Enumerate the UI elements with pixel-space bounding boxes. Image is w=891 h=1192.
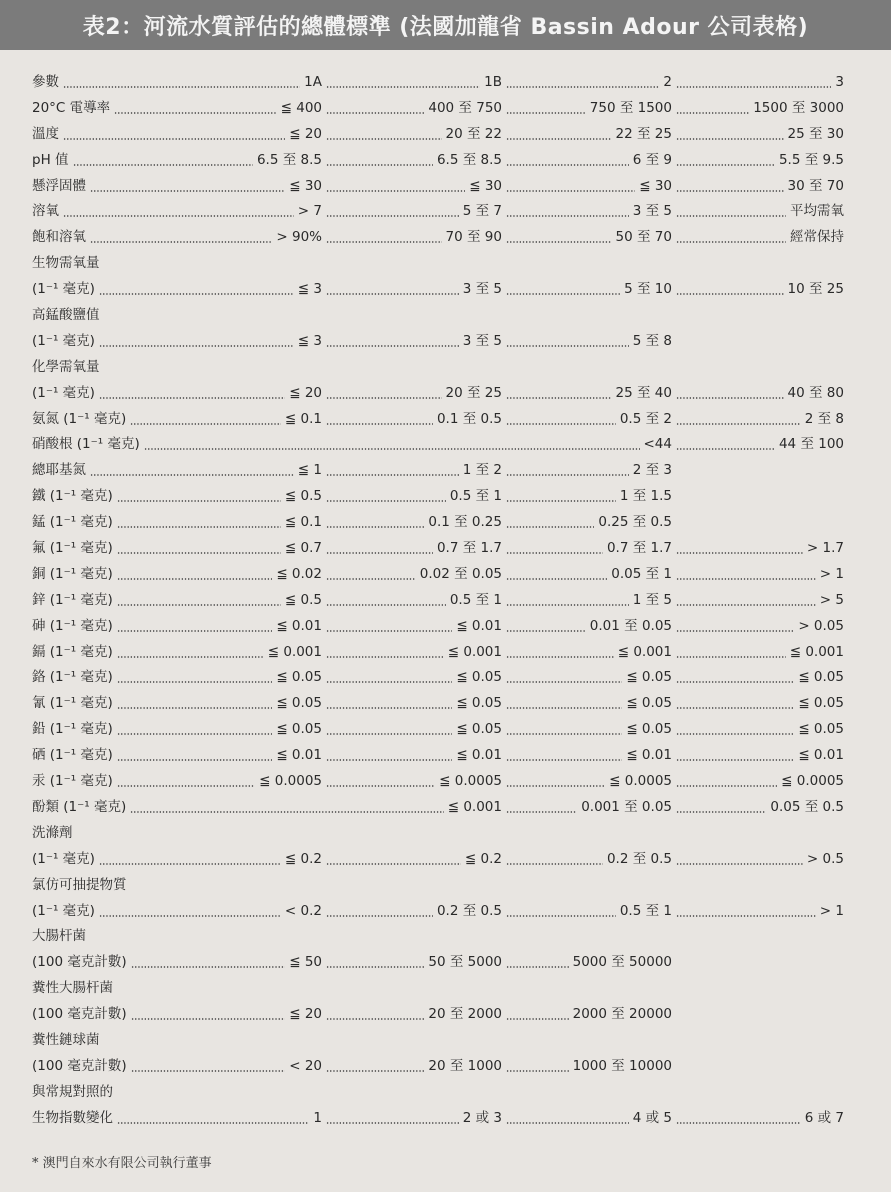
row-label: (1⁻¹ 毫克) [32, 850, 95, 867]
table-row [32, 614, 882, 640]
value-cell-1: ≦ 3 [297, 281, 322, 298]
table-row [32, 769, 882, 795]
value-cell-3: 4 或 5 [632, 1109, 672, 1126]
value-cell-3: 2 [663, 74, 672, 90]
value-cell-2: 2 或 3 [462, 1109, 502, 1126]
value-cell-2: 50 至 5000 [428, 954, 502, 971]
value-cell-3: 22 至 25 [615, 125, 672, 142]
row-label: (1⁻¹ 毫克) [32, 281, 95, 298]
value-cell-4: ≦ 0.05 [798, 695, 844, 712]
table-row [32, 588, 882, 614]
table-row [32, 122, 882, 148]
value-cell-2: 70 至 90 [445, 229, 502, 246]
value-cell-3: 3 至 5 [632, 203, 672, 220]
value-cell-3: 0.2 至 0.5 [606, 850, 672, 867]
table-row [32, 484, 882, 510]
value-cell-4: > 5 [819, 591, 844, 608]
value-cell-2: 0.5 至 1 [449, 591, 502, 608]
table-row [32, 96, 882, 122]
row-label: 糞性大腸杆菌 [32, 980, 113, 997]
table-row [32, 458, 882, 484]
row-label: 氟 (1⁻¹ 毫克) [32, 540, 113, 557]
leader-dots [676, 733, 794, 735]
leader-dots [676, 293, 784, 295]
value-cell-3: ≦ 0.05 [626, 669, 672, 686]
value-cell-1: > 90% [276, 229, 322, 246]
row-label: 氰 (1⁻¹ 毫克) [32, 695, 113, 712]
leader-dots [676, 448, 775, 450]
value-cell-3: 0.25 至 0.5 [598, 514, 672, 531]
table-row [32, 199, 882, 225]
leader-dots [676, 215, 786, 217]
row-label: 大腸杆菌 [32, 928, 86, 945]
value-cell-1: > 7 [297, 203, 322, 220]
table-row [32, 1080, 882, 1106]
table-row [32, 665, 882, 691]
table-row [32, 795, 882, 821]
value-cell-2: 1B [484, 74, 502, 90]
value-cell-3: ≦ 30 [639, 177, 672, 194]
row-label: 砷 (1⁻¹ 毫克) [32, 617, 113, 634]
value-cell-3: 0.05 至 1 [611, 565, 672, 582]
value-cell-1: ≦ 0.5 [284, 591, 322, 608]
value-cell-3: ≦ 0.01 [626, 747, 672, 764]
row-label: 總耶基氮 [32, 462, 86, 479]
leader-dots [506, 345, 629, 347]
row-label: 與常規對照的 [32, 1083, 113, 1100]
value-cell-4: 10 至 25 [787, 281, 844, 298]
value-cell-1: ≦ 0.5 [284, 488, 322, 505]
value-cell-4: 經常保持 [790, 229, 844, 246]
table-row [32, 303, 882, 329]
value-cell-4: > 1 [819, 565, 844, 582]
leader-dots [676, 164, 775, 166]
value-cell-4: 5.5 至 9.5 [778, 151, 844, 168]
table-row [32, 355, 882, 381]
table-row [32, 1054, 882, 1080]
value-cell-2: ≦ 0.001 [447, 643, 502, 660]
leader-dots [506, 966, 569, 968]
value-cell-2: ≦ 0.05 [456, 721, 502, 738]
value-cell-2: 400 至 750 [428, 99, 502, 116]
table-row [32, 1106, 882, 1132]
row-label: 洗滌劑 [32, 824, 73, 841]
value-cell-3: ≦ 0.05 [626, 721, 672, 738]
row-label: 懸浮固體 [32, 177, 86, 194]
value-cell-4: > 0.5 [806, 850, 844, 867]
value-cell-1: ≦ 400 [280, 99, 322, 116]
value-cell-2: 20 至 2000 [428, 1006, 502, 1023]
table-row [32, 873, 882, 899]
row-label: (1⁻¹ 毫克) [32, 332, 95, 349]
value-cell-1: ≦ 0.05 [276, 695, 322, 712]
table-row [32, 847, 882, 873]
value-cell-2: 3 至 5 [462, 332, 502, 349]
value-cell-2: ≦ 0.01 [456, 747, 502, 764]
value-cell-4: > 1.7 [806, 540, 844, 557]
table-row [32, 924, 882, 950]
leader-dots [676, 423, 801, 425]
table-row [32, 899, 882, 925]
value-cell-2: ≦ 0.2 [464, 850, 502, 867]
value-cell-3: 1 至 1.5 [619, 488, 672, 505]
table-row [32, 1028, 882, 1054]
leader-dots [676, 578, 816, 580]
leader-dots [676, 707, 794, 709]
row-label: 生物指數變化 [32, 1109, 113, 1126]
row-label: (100 毫克計數) [32, 1006, 127, 1023]
value-cell-3: 50 至 70 [615, 229, 672, 246]
value-cell-3: 25 至 40 [615, 384, 672, 401]
table-row [32, 277, 882, 303]
row-label: (100 毫克計數) [32, 954, 127, 971]
leader-dots [676, 785, 777, 787]
row-label: 銅 (1⁻¹ 毫克) [32, 565, 113, 582]
value-cell-1: ≦ 20 [289, 125, 322, 142]
value-cell-4: 25 至 30 [787, 125, 844, 142]
table-row [32, 536, 882, 562]
row-label: 飽和溶氧 [32, 229, 86, 246]
table-row [32, 148, 882, 174]
table-title: 表2：河流水質評估的總體標準 (法國加龍省 Bassin Adour 公司表格) [82, 14, 809, 40]
table-row [32, 407, 882, 433]
value-cell-2: ≦ 0.0005 [439, 773, 502, 790]
row-label: 溶氧 [32, 203, 59, 220]
value-cell-4: 40 至 80 [787, 384, 844, 401]
value-cell-2: 6.5 至 8.5 [436, 151, 502, 168]
value-cell-2: 3 至 5 [462, 281, 502, 298]
table-row [32, 329, 882, 355]
value-cell-4: 30 至 70 [787, 177, 844, 194]
leader-dots [506, 474, 629, 476]
value-cell-3: 1000 至 10000 [572, 1057, 672, 1074]
value-cell-2: ≦ 0.001 [447, 798, 502, 815]
row-label: (100 毫克計數) [32, 1057, 127, 1074]
row-label: 鉻 (1⁻¹ 毫克) [32, 669, 113, 686]
leader-dots [676, 656, 786, 658]
value-cell-2: 0.5 至 1 [449, 488, 502, 505]
value-cell-1: 1 [313, 1109, 322, 1126]
leader-dots [676, 811, 766, 813]
value-cell-4: 2 至 8 [804, 410, 844, 427]
value-cell-2: 0.7 至 1.7 [436, 540, 502, 557]
value-cell-2: ≦ 30 [469, 177, 502, 194]
table-row [32, 562, 882, 588]
table-row [32, 717, 882, 743]
row-label: 溫度 [32, 125, 59, 142]
value-cell-2: ≦ 0.01 [456, 617, 502, 634]
value-cell-1: ≦ 0.7 [284, 540, 322, 557]
value-cell-2: 5 至 7 [462, 203, 502, 220]
leader-dots [506, 1070, 569, 1072]
table-row [32, 225, 882, 251]
value-cell-3: 0.5 至 1 [619, 902, 672, 919]
value-cell-4: ≦ 0.0005 [781, 773, 844, 790]
value-cell-2: 1 至 2 [462, 462, 502, 479]
value-cell-2: ≦ 0.05 [456, 669, 502, 686]
leader-dots [676, 759, 794, 761]
value-cell-1: < 20 [289, 1057, 322, 1074]
value-cell-1: ≦ 1 [297, 462, 322, 479]
value-cell-3: 1 至 5 [632, 591, 672, 608]
table-row [32, 691, 882, 717]
value-cell-3: 5 至 10 [624, 281, 672, 298]
row-label: 硝酸根 (1⁻¹ 毫克) [32, 436, 140, 453]
row-label: 鐵 (1⁻¹ 毫克) [32, 488, 113, 505]
value-cell-1: < 0.2 [284, 902, 322, 919]
row-label: 參數 [32, 74, 59, 90]
value-cell-3: ≦ 0.0005 [609, 773, 672, 790]
table-row [32, 251, 882, 277]
value-cell-4: 1500 至 3000 [753, 99, 844, 116]
leader-dots [676, 863, 803, 865]
value-cell-1: ≦ 20 [289, 384, 322, 401]
table-row [32, 640, 882, 666]
value-cell-3: 6 至 9 [632, 151, 672, 168]
value-cell-4: 3 [835, 74, 844, 90]
row-label: 20°C 電導率 [32, 99, 111, 116]
value-cell-3: 750 至 1500 [589, 99, 672, 116]
value-cell-1: 1A [304, 74, 322, 90]
table-row [32, 432, 882, 458]
row-label: 氨氮 (1⁻¹ 毫克) [32, 410, 127, 427]
row-label: 鎘 (1⁻¹ 毫克) [32, 643, 113, 660]
value-cell-2: 20 至 22 [445, 125, 502, 142]
value-cell-4: > 0.05 [798, 617, 844, 634]
leader-dots [676, 112, 749, 114]
row-label: 硒 (1⁻¹ 毫克) [32, 747, 113, 764]
value-cell-2: 0.02 至 0.05 [419, 565, 502, 582]
value-cell-1: ≦ 0.1 [284, 410, 322, 427]
row-label: 鋅 (1⁻¹ 毫克) [32, 591, 113, 608]
value-cell-3: 5000 至 50000 [572, 954, 672, 971]
value-cell-4: ≦ 0.01 [798, 747, 844, 764]
table-row [32, 743, 882, 769]
table-row [32, 174, 882, 200]
leader-dots [506, 526, 594, 528]
value-cell-3: ≦ 0.001 [617, 643, 672, 660]
leader-dots [676, 552, 803, 554]
value-cell-1: ≦ 0.01 [276, 617, 322, 634]
leader-dots [676, 241, 786, 243]
row-label: pH 值 [32, 151, 69, 168]
value-cell-3: 0.5 至 2 [619, 410, 672, 427]
table-row [32, 70, 882, 96]
value-cell-1: ≦ 0.05 [276, 669, 322, 686]
row-label: 生物需氧量 [32, 255, 100, 272]
value-cell-1: ≦ 0.0005 [259, 773, 322, 790]
leader-dots [676, 681, 794, 683]
value-cell-2: 0.1 至 0.25 [428, 514, 502, 531]
water-quality-table [32, 70, 882, 1132]
value-cell-1: ≦ 0.1 [284, 514, 322, 531]
value-cell-3: 0.001 至 0.05 [581, 798, 672, 815]
value-cell-4: 44 至 100 [778, 436, 844, 453]
table-title-bar [0, 0, 891, 50]
row-label: 汞 (1⁻¹ 毫克) [32, 773, 113, 790]
leader-dots [676, 86, 831, 88]
value-cell-1: ≦ 50 [289, 954, 322, 971]
leader-dots [506, 500, 616, 502]
value-cell-4: ≦ 0.05 [798, 669, 844, 686]
row-label: 錳 (1⁻¹ 毫克) [32, 514, 113, 531]
row-label: 氯仿可抽提物質 [32, 876, 127, 893]
value-cell-3: 2000 至 20000 [572, 1006, 672, 1023]
value-cell-3: 5 至 8 [632, 332, 672, 349]
row-label: 高錳酸鹽值 [32, 307, 100, 324]
leader-dots [676, 1122, 801, 1124]
leader-dots [676, 138, 784, 140]
value-cell-1: ≦ 30 [289, 177, 322, 194]
leader-dots [506, 1018, 569, 1020]
value-cell-1: 6.5 至 8.5 [256, 151, 322, 168]
leader-dots [676, 915, 816, 917]
value-cell-2: ≦ 0.05 [456, 695, 502, 712]
leader-dots [676, 397, 784, 399]
value-cell-2: 20 至 1000 [428, 1057, 502, 1074]
value-cell-2: 0.2 至 0.5 [436, 902, 502, 919]
leader-dots [676, 630, 794, 632]
value-cell-3: 0.01 至 0.05 [589, 617, 672, 634]
value-cell-4: 0.05 至 0.5 [770, 798, 844, 815]
value-cell-4: 平均需氧 [790, 203, 844, 220]
row-label: 鉛 (1⁻¹ 毫克) [32, 721, 113, 738]
footnote: * 澳門自來水有限公司執行董事 [32, 1156, 212, 1171]
value-cell-2: 0.1 至 0.5 [436, 410, 502, 427]
table-row [32, 381, 882, 407]
value-cell-3: ≦ 0.05 [626, 695, 672, 712]
table-row [32, 1002, 882, 1028]
value-cell-1: ≦ 0.05 [276, 721, 322, 738]
leader-dots [676, 190, 784, 192]
value-cell-3: 2 至 3 [632, 462, 672, 479]
value-cell-1: ≦ 0.2 [284, 850, 322, 867]
value-cell-1: ≦ 20 [289, 1006, 322, 1023]
value-cell-4: 6 或 7 [804, 1109, 844, 1126]
row-label: (1⁻¹ 毫克) [32, 384, 95, 401]
value-cell-1: ≦ 0.01 [276, 747, 322, 764]
leader-dots [676, 604, 816, 606]
table-row [32, 510, 882, 536]
table-row [32, 821, 882, 847]
value-cell-4: > 1 [819, 902, 844, 919]
row-label: 糞性鏈球菌 [32, 1031, 100, 1048]
value-cell-4: ≦ 0.001 [789, 643, 844, 660]
row-label: 酚類 (1⁻¹ 毫克) [32, 798, 127, 815]
value-cell-4: ≦ 0.05 [798, 721, 844, 738]
value-cell-3: 0.7 至 1.7 [606, 540, 672, 557]
value-cell-1: ≦ 0.02 [276, 565, 322, 582]
value-cell-2: 20 至 25 [445, 384, 502, 401]
value-cell-3: <44 [643, 436, 672, 453]
value-cell-1: ≦ 0.001 [267, 643, 322, 660]
table-row [32, 976, 882, 1002]
row-label: 化學需氧量 [32, 358, 100, 375]
row-label: (1⁻¹ 毫克) [32, 902, 95, 919]
value-cell-1: ≦ 3 [297, 332, 322, 349]
table-row [32, 950, 882, 976]
